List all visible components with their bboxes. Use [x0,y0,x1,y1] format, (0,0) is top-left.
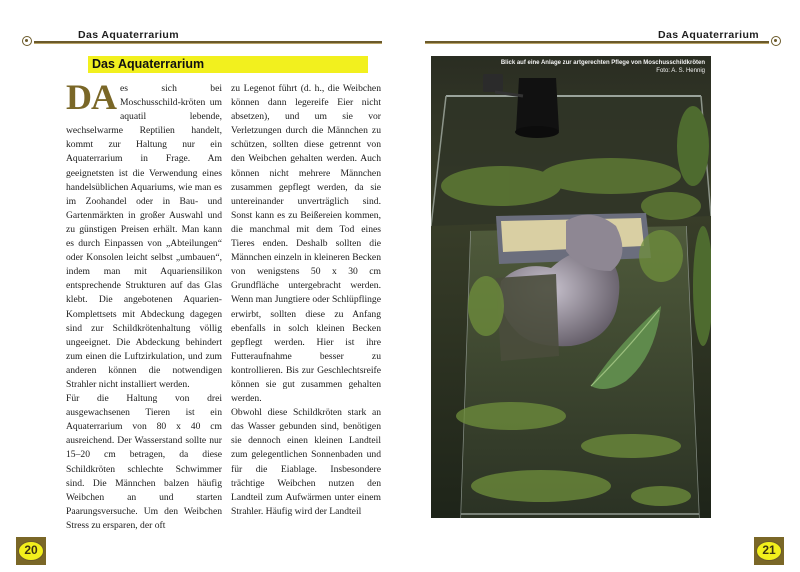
ornament-circle-icon [771,36,781,46]
caption-text: Blick auf eine Anlage zur artgerechten Pflege von Moschusschildkröten [500,60,705,66]
text-column-2 [231,82,381,519]
ornament-circle-icon [22,36,32,46]
running-head-text: Das Aquaterrarium [78,29,183,41]
page-number-right [752,537,786,565]
aquaterrarium-photo [431,56,711,518]
photo-illustration [431,56,711,518]
drop-cap: DA [66,77,116,117]
page-number-left [14,537,48,565]
photo-credit: Foto: A. S. Hennig [656,68,705,74]
chapter-title: Das Aquaterrarium [92,57,205,71]
photo-caption [501,59,705,75]
page-number-text: 20 [24,543,38,557]
paragraph: Für die Haltung von drei ausgewachsenen Tieren ist ein Aquaterrarium von 80 x 40 cm ausreichend. Der Wasserstand sollte nur 15–20 cm betragen, da diese Schildkröten schlechte Schwimmer sind. Die Männchen balzen häufig Weibchen an und starten Paarungsversuche. Um den Weibchen Stress zu ersparen, der oft [66,393,222,531]
header-rule-thin [34,43,382,44]
running-head-text: Das Aquaterrarium [654,29,759,41]
text-column-1 [66,77,222,533]
paragraph: Obwohl diese Schildkröten stark an das Wasser gebunden sind, benötigen sie dennoch einen kleinen Landteil zum gelegentlichen Sonnenbaden und für die Eiablage. Insbesondere trächtige Weibchen nutzen den Landteil zum Aufwärmen unter einem Strahler. Häufig wird der Landteil [231,407,381,517]
chapter-title-bar [88,56,368,73]
header-rule-thin [425,43,769,44]
paragraph [66,77,222,392]
paragraph: zu Legenot führt (d. h., die Weibchen können dann legereife Eier nicht absetzen), und um sie vor Verletzungen durch die Männchen zu schützen, sollten diese getrennt von den Weibchen gehalten werden. Auch können nicht mehrere Männchen zusammen gepflegt werden, da sie untereinander unverträglich sind. Sonst kann es zu Beißereien kommen, die manchmal mit dem Tod eines Tieres enden. Deshalb sollten die Männchen einzeln in kleineren Becken von wenigstens 50 x 30 cm Grundfläche untergebracht werden. Wenn man Jungtiere oder Schlüpflinge erwirbt, sollten diese zu Anfang ebenfalls in solch kleinen Becken gepflegt werden. Hier ist ihre Futteraufnahme besser zu kontrollieren. Bis zur Geschlechtsreife können sie gut zusammen gehalten werden. [231,83,381,405]
running-head-right [425,29,781,49]
paragraph-text: es sich bei Moschusschild-kröten um aquatil lebende, wechselwarme Reptilien handelt, kommt zur Haltung nur ein Aquaterrarium in Frage. Am geeignetsten ist die Verwendung eines handelsüblichen Aquariums, wie man es im Zoohandel oder in Bau- und Gartenmärkten in großer Auswahl und zu günstigen Preisen erhält. Man kann es durch Einpassen von „Abteilungen“ oder Konsolen leicht selbst „umbauen“, indem man mit Aquariensilikon entsprechende Strukturen auf das Glas klebt. Die angebotenen Aquarien-Komplettsets mit Abdeckung dagegen sind zur Schildkrötenhaltung völlig ungeeignet. Die Abdeckung behindert zum einen die Luftzirkulation, und zum anderen können die notwendigen Strahler nicht installiert werden. [66,83,222,390]
page-number-text: 21 [762,543,776,557]
running-head-left [22,29,382,49]
